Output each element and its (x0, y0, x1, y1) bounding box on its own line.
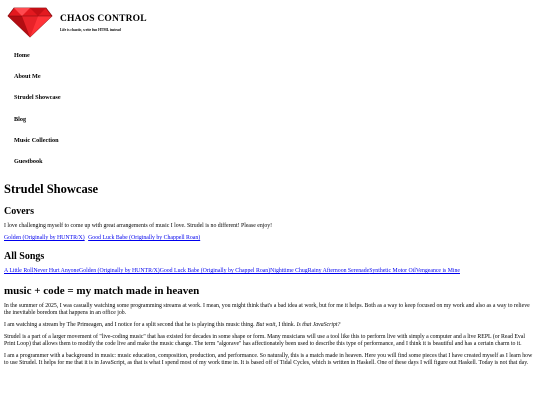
covers-heading: Covers (4, 206, 34, 217)
nav-item-music-collection[interactable]: Music Collection (14, 137, 59, 144)
nav-item-home[interactable]: Home (14, 52, 30, 59)
song-link-nighttime-chug[interactable]: Nighttime Chug (270, 268, 308, 274)
all-songs-links (4, 268, 536, 275)
song-link-rainy-afternoon-serenade[interactable]: Rainy Afternoon Serenade (307, 268, 370, 274)
all-songs-heading: All Songs (4, 251, 45, 262)
song-link-never-hurt-anyone[interactable]: Never Hurt Anyone (33, 268, 80, 274)
nav-item-guestbook[interactable]: Guestbook (14, 158, 43, 165)
article-paragraph-2-question: Is that JavaScript? (296, 322, 341, 328)
covers-links (4, 235, 536, 242)
article-paragraph-1: In the summer of 2025, I was casually watching some programming streams at work. I mean, you might think that's a bad idea at work, but for me it helps. Both as a way to keep focused on my work and also as a way to relieve the inevitable boredom that happens in an office job. (4, 303, 530, 316)
song-link-good-luck-babe[interactable]: Good Luck Babe (Originally by Chappel Roan) (159, 268, 271, 274)
article-paragraph-2-start: I am watching a stream by The Primeagen, and I notice for a split second that he is playing this music thing. (4, 322, 256, 328)
nav-item-strudel-showcase[interactable]: Strudel Showcase (14, 94, 61, 101)
page-title: Strudel Showcase (4, 182, 99, 196)
red-gem-icon[interactable] (6, 6, 54, 38)
site-header (0, 0, 540, 40)
article-paragraph-4: I am a programmer with a background in music: music education, composition, production, and performance. So naturally, this is a match made in heaven. Here you will find some pieces that I have created myself as I learn how to use Strudel. It helps for me that it is in JavaScript, as that is what I spend most of my work time in. It is based off of Tidal Cycles, which is written in Haskell. One of these days I will figure out Haskell. Today is not that day. (4, 353, 533, 366)
cover-link-golden[interactable]: Golden (Originally by HUNTR/X) (4, 235, 85, 241)
song-link-golden[interactable]: Golden (Originally by HUNTR/X) (79, 268, 160, 274)
site-title: CHAOS CONTROL (60, 14, 147, 24)
article-paragraph-2 (4, 322, 536, 329)
main-content (4, 180, 536, 367)
song-link-vengeance-is-mine[interactable]: Vengeance is Mine (415, 268, 460, 274)
article-paragraph-2-middle: I think. (276, 322, 297, 328)
article-heading: music + code = my match made in heaven (4, 285, 200, 297)
covers-intro: I love challenging myself to come up with great arrangements of music I love. Strudel is no different! Please enjoy! (4, 223, 273, 229)
cover-link-good-luck-babe[interactable]: Good Luck Babe (Originally by Chappell Roan) (88, 235, 201, 241)
article-paragraph-3: Strudel is a part of a larger movement of "live-coding music" that has existed for decades in some shape or form. Many musicians will use a tool like this to perform live with simply a computer and a live REPL (or Read Eval Print Loop) that allows them to modify the code live and make the music change. The term "algorave" has affectionately been used to describe this type of performance, and I think it is beautiful and has a certain charm to it. (4, 334, 526, 347)
song-link-a-little-roll[interactable]: A Little Roll (4, 268, 34, 274)
song-link-synthetic-motor-oil[interactable]: Synthetic Motor Oil (369, 268, 416, 274)
article-paragraph-2-emphasis: But wait, (256, 322, 277, 328)
nav-item-about-me[interactable]: About Me (14, 73, 41, 80)
nav-item-blog[interactable]: Blog (14, 116, 27, 123)
site-tagline: Life is chaotic, write fun HTML instead (60, 28, 121, 32)
